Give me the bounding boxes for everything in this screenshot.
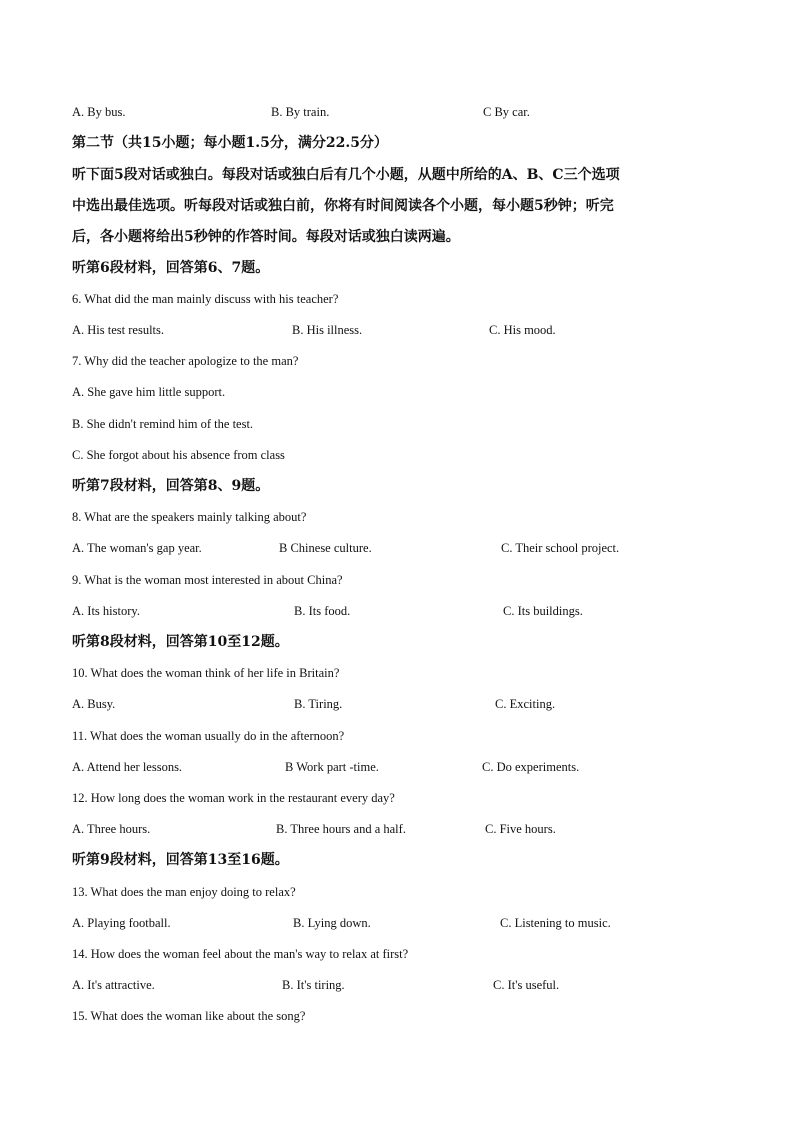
section2-instructions-line1: 听下面5段对话或独白。每段对话或独白后有几个小题，从题中所给的A、B、C三个选项 — [72, 167, 620, 183]
q7-option-b: B. She didn't remind him of the test. — [72, 417, 254, 431]
q14-option-a: A. It's attractive. — [72, 978, 155, 992]
q13-option-b: B. Lying down. — [293, 916, 371, 930]
q11-option-a: A. Attend her lessons. — [72, 760, 183, 774]
q9-option-b: B. Its food. — [294, 604, 351, 618]
q12-option-c: C. Five hours. — [485, 822, 556, 836]
q9-option-a: A. Its history. — [72, 604, 140, 618]
q6-text: 6. What did the man mainly discuss with his teacher? — [72, 292, 339, 306]
q15-text: 15. What does the woman like about the song? — [72, 1009, 306, 1023]
q12-option-b: B. Three hours and a half. — [276, 822, 406, 836]
q6-option-b: B. His illness. — [292, 323, 363, 337]
q11-option-b: B Work part -time. — [285, 760, 379, 774]
q7-option-c: C. She forgot about his absence from class — [72, 448, 285, 462]
passage8-header: 听第8段材料，回答第10至12题。 — [72, 634, 289, 650]
passage7-header: 听第7段材料，回答第8、9题。 — [72, 478, 270, 494]
section2-heading: 第二节（共15小题；每小题1.5分，满分22.5分） — [72, 135, 388, 151]
q8-option-c: C. Their school project. — [501, 541, 620, 555]
q5-option-a: A. By bus. — [72, 105, 126, 119]
passage6-header: 听第6段材料，回答第6、7题。 — [72, 260, 270, 276]
section2-instructions-line2: 中选出最佳选项。听每段对话或独白前，你将有时间阅读各个小题，每小题5秒钟；听完 — [72, 198, 614, 214]
q9-option-c: C. Its buildings. — [503, 604, 583, 618]
q10-text: 10. What does the woman think of her life in Britain? — [72, 666, 340, 680]
q9-text: 9. What is the woman most interested in about China? — [72, 573, 343, 587]
q12-text: 12. How long does the woman work in the restaurant every day? — [72, 791, 395, 805]
section2-instructions-line3: 后，各小题将给出5秒钟的作答时间。每段对话或独白读两遍。 — [72, 229, 460, 245]
passage9-header: 听第9段材料，回答第13至16题。 — [72, 852, 289, 868]
q11-option-c: C. Do experiments. — [482, 760, 580, 774]
q14-text: 14. How does the woman feel about the man's way to relax at first? — [72, 947, 409, 961]
q7-text: 7. Why did the teacher apologize to the man? — [72, 354, 299, 368]
q14-option-c: C. It's useful. — [493, 978, 560, 992]
q12-option-a: A. Three hours. — [72, 822, 151, 836]
q8-option-a: A. The woman's gap year. — [72, 541, 202, 555]
q6-option-a: A. His test results. — [72, 323, 165, 337]
q7-option-a: A. She gave him little support. — [72, 385, 226, 399]
q13-option-c: C. Listening to music. — [500, 916, 611, 930]
q5-option-c: C By car. — [483, 105, 530, 119]
q14-option-b: B. It's tiring. — [282, 978, 345, 992]
q10-option-b: B. Tiring. — [294, 697, 343, 711]
q11-text: 11. What does the woman usually do in the afternoon? — [72, 729, 345, 743]
q13-text: 13. What does the man enjoy doing to relax? — [72, 885, 296, 899]
q13-option-a: A. Playing football. — [72, 916, 171, 930]
q8-text: 8. What are the speakers mainly talking about? — [72, 510, 307, 524]
q6-option-c: C. His mood. — [489, 323, 556, 337]
q10-option-c: C. Exciting. — [495, 697, 556, 711]
q5-option-b: B. By train. — [271, 105, 330, 119]
q8-option-b: B Chinese culture. — [279, 541, 372, 555]
q10-option-a: A. Busy. — [72, 697, 116, 711]
